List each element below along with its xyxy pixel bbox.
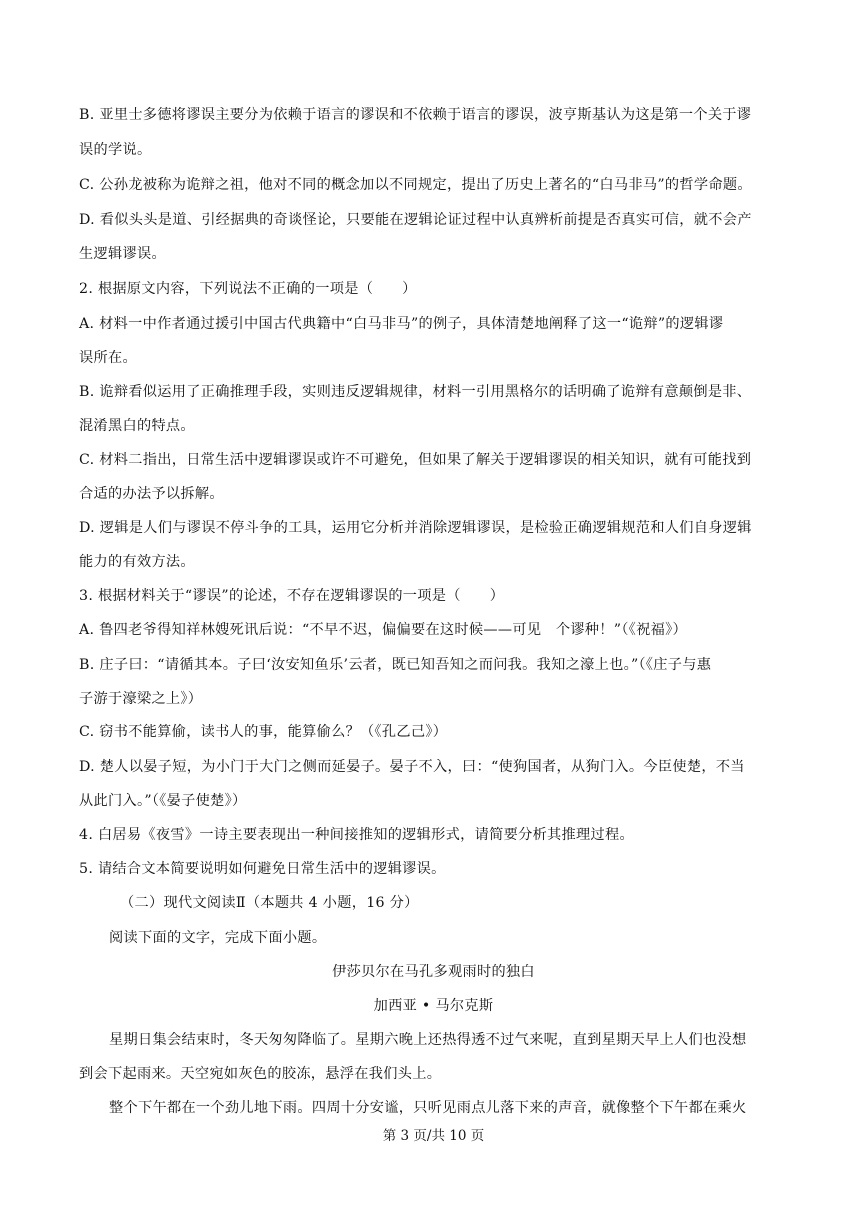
q3-option-b-line-1: B. 庄子曰：“请循其本。子曰‘汝安知鱼乐’云者，既已知吾知之而问我。我知之濠上也。”（《庄子与惠 xyxy=(79,657,712,673)
q2-option-d-line-2: 能力的有效方法。 xyxy=(79,554,195,570)
q2-option-b-line-1: B. 诡辩看似运用了正确推理手段，实则违反逻辑规律，材料一引用黑格尔的话明确了诡辩有意颠倒是非、 xyxy=(79,384,752,400)
story-author: 加西亚 • 马尔克斯 xyxy=(373,998,494,1014)
q3-option-b-line-2: 子游于濠梁之上》） xyxy=(79,691,203,707)
question-4: 4. 白居易《夜雪》一诗主要表现出一种间接推知的逻辑形式，请简要分析其推理过程。 xyxy=(79,827,634,843)
option-b-line-1: B. 亚里士多德将谬误主要分为依赖于语言的谬误和不依赖于语言的谬误，波亨斯基认为这是第一个关于谬 xyxy=(79,107,752,123)
section-heading: （二）现代文阅读Ⅱ（本题共 4 小题，16 分） xyxy=(120,895,419,911)
option-b-line-2: 误的学说。 xyxy=(79,142,152,158)
story-paragraph-1-line-1: 星期日集会结束时，冬天匆匆降临了。星期六晚上还热得透不过气来呢，直到星期天早上人们也没想 xyxy=(109,1032,747,1048)
q3-option-c: C. 窃书不能算偷，读书人的事，能算偷么？（《孔乙己》） xyxy=(79,724,448,740)
option-d-line-1: D. 看似头头是道、引经据典的奇谈怪论，只要能在逻辑论证过程中认真辨析前提是否真实可信，就不会产 xyxy=(79,212,752,228)
story-title: 伊莎贝尔在马孔多观雨时的独白 xyxy=(332,964,535,980)
q2-option-b-line-2: 混淆黑白的特点。 xyxy=(79,418,195,434)
question-2: 2. 根据原文内容，下列说法不正确的一项是（ ） xyxy=(79,281,417,297)
q2-option-a-line-2: 误所在。 xyxy=(79,350,137,366)
reading-instruction: 阅读下面的文字，完成下面小题。 xyxy=(109,930,327,946)
question-5: 5. 请结合文本简要说明如何避免日常生活中的逻辑谬误。 xyxy=(79,861,446,877)
option-c-line: C. 公孙龙被称为诡辩之祖，他对不同的概念加以不同规定，提出了历史上著名的“白马非马”的哲学命题。 xyxy=(79,177,752,193)
q3-option-d-line-2: 从此门入。”（《晏子使楚》） xyxy=(79,793,247,809)
q3-option-a: A. 鲁四老爷得知祥林嫂死讯后说：“不早不迟，偏偏要在这时候——可见 个谬种！”（《祝福》） xyxy=(79,622,687,638)
q3-option-d-line-1: D. 楚人以晏子短，为小门于大门之侧而延晏子。晏子不入，曰：“使狗国者，从狗门入。今臣使楚，不当 xyxy=(79,759,745,775)
story-paragraph-1-line-2: 到会下起雨来。天空宛如灰色的胶冻，悬浮在我们头上。 xyxy=(79,1066,442,1082)
q2-option-d-line-1: D. 逻辑是人们与谬误不停斗争的工具，运用它分析并消除逻辑谬误，是检验正确逻辑规范和人们自身逻辑 xyxy=(79,520,752,536)
option-d-line-2: 生逻辑谬误。 xyxy=(79,246,166,262)
q2-option-c-line-1: C. 材料二指出，日常生活中逻辑谬误或许不可避免，但如果了解关于逻辑谬误的相关知识，就有可能找到 xyxy=(79,452,752,468)
page-number: 第 3 页/共 10 页 xyxy=(382,1128,485,1144)
story-paragraph-2-line-1: 整个下午都在一个劲儿地下雨。四周十分安谧，只听见雨点儿落下来的声音，就像整个下午都在乘火 xyxy=(109,1100,747,1116)
q2-option-c-line-2: 合适的办法予以拆解。 xyxy=(79,486,224,502)
q2-option-a-line-1: A. 材料一中作者通过援引中国古代典籍中“白马非马”的例子，具体清楚地阐释了这一“诡辩”的逻辑谬 xyxy=(79,316,724,332)
question-3: 3. 根据材料关于“谬误”的论述，不存在逻辑谬误的一项是（ ） xyxy=(79,588,505,604)
